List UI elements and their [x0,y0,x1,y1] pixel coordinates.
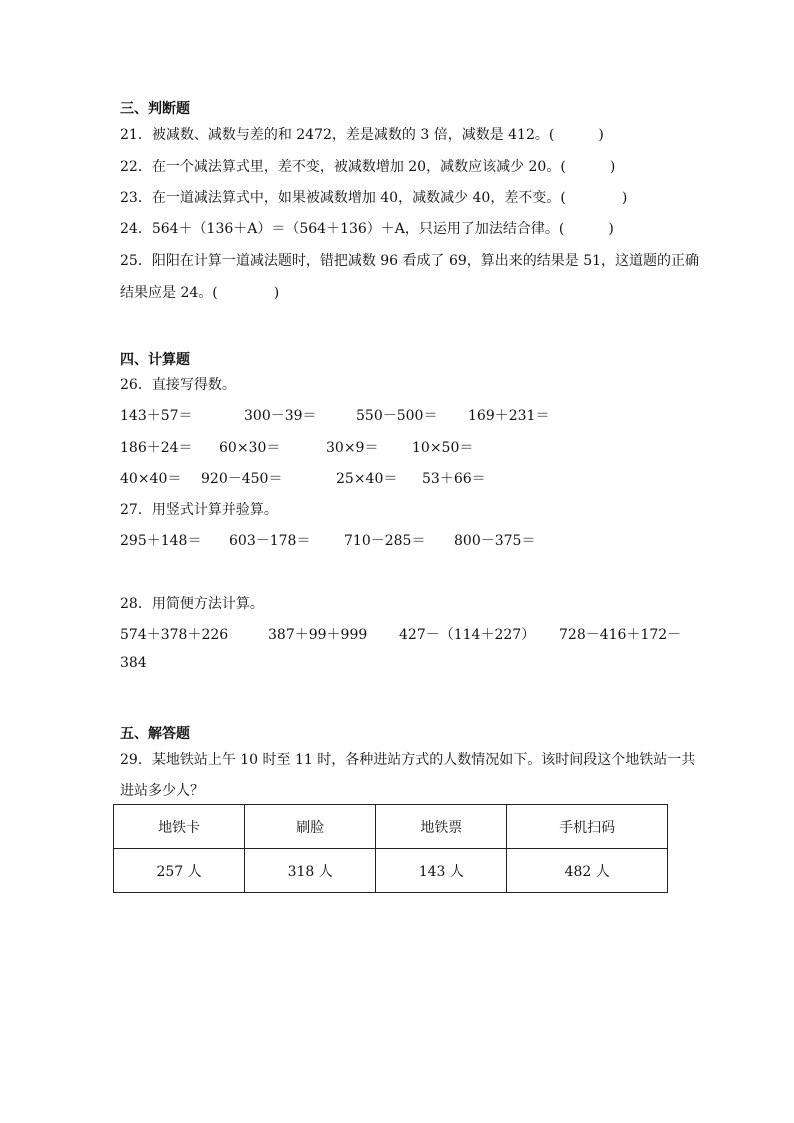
question-26: 26．直接写得数。 [120,377,236,393]
table-header-cell: 地铁卡 [114,805,245,849]
calc-item: 300－39＝ [244,408,317,424]
table-header-cell: 手机扫码 [507,805,668,849]
calc-item: 800－375＝ [454,533,536,549]
table-header-cell: 地铁票 [376,805,507,849]
calc-item: 387＋99＋999 [268,627,368,643]
calc-item: 427－（114＋227） [399,627,536,643]
calc-item: 920－450＝ [201,471,283,487]
question-29-line1: 29．某地铁站上午 10 时至 11 时，各种进站方式的人数情况如下。该时间段这个地铁站一共 [120,752,696,768]
section-title-judge: 三、判断题 [120,101,190,117]
calc-item: 40×40＝ [120,471,182,487]
calc-item: 710－285＝ [344,533,426,549]
calc-item: 186＋24＝ [120,440,193,456]
table-cell: 143 人 [376,849,507,893]
question-23: 23．在一道减法算式中，如果被减数增加 40，减数减少 40，差不变。( ) [120,190,628,206]
section-title-calc: 四、计算题 [120,352,190,368]
calc-item: 30×9＝ [326,440,379,456]
calc-item: 574＋378＋226 [120,627,229,643]
calc-item: 169＋231＝ [468,408,550,424]
calc-item-continued: 384 [120,655,147,671]
calc-item: 10×50＝ [412,440,474,456]
table-header-cell: 刷脸 [245,805,376,849]
calc-item: 60×30＝ [219,440,281,456]
table-cell: 318 人 [245,849,376,893]
calc-item: 550－500＝ [356,408,438,424]
question-21: 21．被减数、减数与差的和 2472，差是减数的 3 倍，减数是 412。( ) [120,127,604,143]
question-27: 27．用竖式计算并验算。 [120,502,278,518]
table-row [114,805,668,849]
section-title-solve: 五、解答题 [120,726,190,742]
question-24: 24．564＋（136＋A）＝（564＋136）＋A，只运用了加法结合律。( ) [120,221,614,237]
question-25-line2: 结果应是 24。( ) [120,285,280,301]
calc-item: 53＋66＝ [422,471,486,487]
question-28: 28．用简便方法计算。 [120,596,264,612]
table-row [114,849,668,893]
question-22: 22．在一个减法算式里，差不变，被减数增加 20，减数应该减少 20。( ) [120,159,616,175]
subway-entry-table [113,804,668,893]
calc-item: 25×40＝ [336,471,398,487]
calc-item: 728－416＋172－ [559,627,682,643]
calc-item: 143＋57＝ [120,408,193,424]
calc-item: 295＋148＝ [120,533,202,549]
question-25-line1: 25．阳阳在计算一道减法题时，错把减数 96 看成了 69，算出来的结果是 51，这道题的正确 [120,253,700,269]
table-cell: 257 人 [114,849,245,893]
table-cell: 482 人 [507,849,668,893]
question-29-line2: 进站多少人？ [120,783,204,799]
calc-item: 603－178＝ [229,533,311,549]
